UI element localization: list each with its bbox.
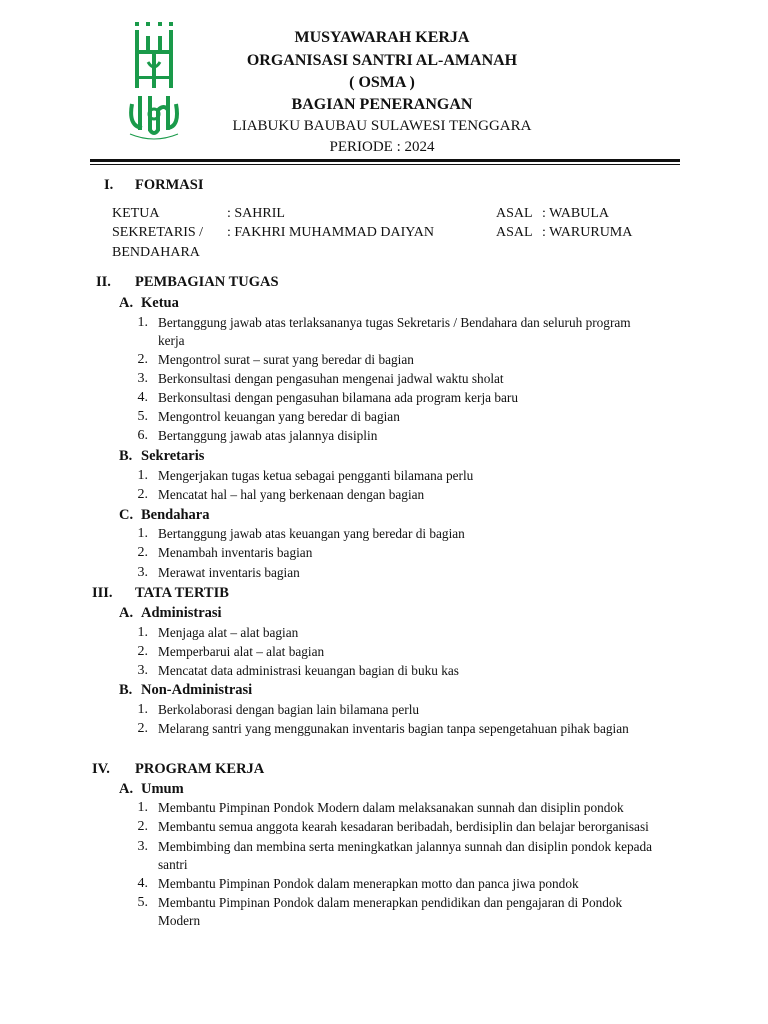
list-item: Mencatat hal – hal yang berkenaan dengan bagian [158,487,425,502]
list-item: Merawat inventaris bagian [158,565,300,580]
list-item: Mengontrol keuangan yang beredar di bagian [158,409,400,424]
formasi-name: : SAHRIL [227,206,285,221]
list-number: 2. [137,721,148,736]
subsection-label: A. [119,605,134,621]
header-divider [90,159,680,162]
formasi-asal-label: ASAL [496,225,533,240]
header-location: LIABUKU BAUBAU SULAWESI TENGGARA [232,118,532,134]
list-item: Mengontrol surat – surat yang beredar di bagian [158,352,414,367]
subsection-title: Non-Administrasi [141,682,253,698]
list-item-continued: santri [158,857,188,872]
subsection-label: A. [119,781,134,797]
list-item: Mengerjakan tugas ketua sebagai pengganti bilamana perlu [158,468,474,483]
subsection-label: B. [119,682,133,698]
subsection-title: Ketua [141,295,179,311]
list-number: 1. [137,702,148,717]
section-number: II. [96,274,111,290]
subsection-label: C. [119,507,134,523]
section-title: FORMASI [135,177,204,193]
list-item: Membantu Pimpinan Pondok Modern dalam melaksanakan sunnah dan disiplin pondok [158,800,624,815]
list-item: Memperbarui alat – alat bagian [158,644,325,659]
list-item-continued: kerja [158,333,185,348]
list-number: 1. [137,468,148,483]
subsection-title: Administrasi [141,605,222,621]
section-number: III. [92,585,113,601]
list-number: 6. [137,428,148,443]
subsection-label: B. [119,448,133,464]
formasi-role: BENDAHARA [112,245,200,260]
list-number: 2. [137,352,148,367]
list-number: 1. [137,625,148,640]
section-number: IV. [92,761,110,777]
list-item: Berkonsultasi dengan pengasuhan bilamana ada program kerja baru [158,390,518,405]
list-item-continued: Modern [158,913,201,928]
list-item: Membantu semua anggota kearah kesadaran beribadah, berdisiplin dan belajar berorganisasi [158,819,649,834]
list-item: Menjaga alat – alat bagian [158,625,299,640]
list-number: 2. [137,487,148,502]
header-period: PERIODE : 2024 [329,139,435,155]
section-title: PROGRAM KERJA [135,761,265,777]
formasi-asal-label: ASAL [496,206,533,221]
section-title: PEMBAGIAN TUGAS [135,274,279,290]
subsection-title: Bendahara [141,507,210,523]
section-title: TATA TERTIB [135,585,229,601]
list-number: 3. [137,663,148,678]
subsection-label: A. [119,295,134,311]
formasi-role: SEKRETARIS / [112,225,204,240]
list-number: 5. [137,895,148,910]
list-number: 2. [137,545,148,560]
list-number: 4. [137,876,148,891]
list-item: Bertanggung jawab atas terlaksananya tugas Sekretaris / Bendahara dan seluruh program [158,315,631,330]
header-title: MUSYAWARAH KERJA [294,29,470,46]
list-item: Membimbing dan membina serta meningkatkan jalannya sunnah dan disiplin pondok kepada [158,839,653,854]
list-item: Membantu Pimpinan Pondok dalam menerapkan motto dan panca jiwa pondok [158,876,579,891]
list-number: 3. [137,371,148,386]
list-number: 1. [137,800,148,815]
header-org: ORGANISASI SANTRI AL-AMANAH [246,52,518,69]
formasi-name: : FAKHRI MUHAMMAD DAIYAN [227,225,435,240]
header-divider-thin [90,164,680,165]
formasi-role: KETUA [112,206,160,221]
list-item: Berkolaborasi dengan bagian lain bilamana perlu [158,702,420,717]
list-item: Mencatat data administrasi keuangan bagian di buku kas [158,663,459,678]
subsection-title: Umum [141,781,184,797]
list-item: Membantu Pimpinan Pondok dalam menerapkan pendidikan dan pengajaran di Pondok [158,895,623,910]
formasi-asal: : WARURUMA [542,225,633,240]
list-item: Melarang santri yang menggunakan inventaris bagian tanpa sepengetahuan pihak bagian [158,721,629,736]
section-number: I. [104,177,114,193]
list-number: 1. [137,315,148,330]
list-item: Bertanggung jawab atas jalannya disiplin [158,428,378,443]
header-abbr: ( OSMA ) [349,74,415,91]
list-number: 4. [137,390,148,405]
list-item: Bertanggung jawab atas keuangan yang beredar di bagian [158,526,465,541]
header-department: BAGIAN PENERANGAN [291,96,473,113]
list-item: Berkonsultasi dengan pengasuhan mengenai jadwal waktu sholat [158,371,504,386]
list-item: Menambah inventaris bagian [158,545,313,560]
list-number: 2. [137,644,148,659]
formasi-asal: : WABULA [542,206,610,221]
osma-logo-icon [124,18,184,148]
list-number: 1. [137,526,148,541]
list-number: 2. [137,819,148,834]
list-number: 5. [137,409,148,424]
subsection-title: Sekretaris [141,448,205,464]
list-number: 3. [137,839,148,854]
list-number: 3. [137,565,148,580]
